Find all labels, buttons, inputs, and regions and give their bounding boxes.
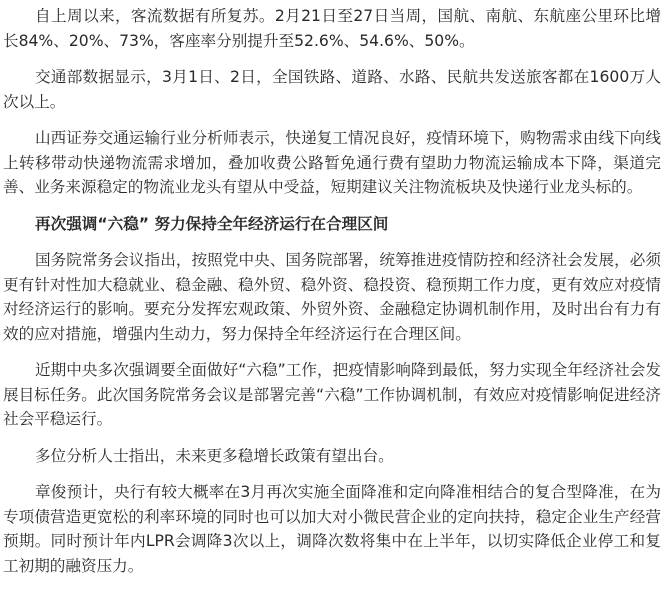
paragraph-passenger-flow: 自上周以来，客流数据有所复苏。2月21日至27日当周，国航、南航、东航座公里环比增长84%、20%、73%，客座率分别提升至52.6%、54.6%、50%。 — [3, 7, 661, 50]
section-heading: 再次强调“六稳” 努力保持全年经济运行在合理区间 — [35, 214, 389, 233]
paragraph-forecast: 章俊预计，央行有较大概率在3月再次实施全面降准和定向降准相结合的复合型降准，在为专项债营造更宽松的利率环境的同时也可以加大对小微民营企业的定向扶持，稳定企业生产经营预期。同时预计年内LPR会调降3次以上，调降次数将集中在上半年，以切实降低企业停工和复工初期的融资压力。 — [3, 483, 661, 575]
paragraph-state-council: 国务院常务会议指出，按照党中央、国务院部署，统筹推进疫情防控和经济社会发展，必须更有针对性加大稳就业、稳金融、稳外贸、稳外资、稳投资、稳预期工作力度，更有效应对疫情对经济运行的影响。要充分发挥宏观政策、外贸外资、金融稳定协调机制作用，及时出台有力有效的应对措施，增强内生动力，努力保持全年经济运行在合理区间。 — [3, 251, 661, 343]
paragraph-analysts: 多位分析人士指出，未来更多稳增长政策有望出台。 — [35, 446, 394, 465]
paragraph-six-stabilities: 近期中央多次强调要全面做好“六稳”工作，把疫情影响降到最低，努力实现全年经济社会发展目标任务。此次国务院常务会议是部署完善“六稳”工作协调机制，有效应对疫情影响促进经济社会平稳运行。 — [3, 361, 661, 428]
paragraph-analyst-logistics: 山西证券交通运输行业分析师表示，快递复工情况良好，疫情环境下，购物需求由线下向线上转移带动快递物流需求增加，叠加收费公路暂免通行费有望助力物流运输成本下降，渠道完善、业务来源稳定的物流业龙头有望从中受益，短期建议关注物流板块及快递行业龙头标的。 — [3, 129, 661, 196]
article-body — [3, 0, 661, 584]
paragraph-transport-data: 交通部数据显示，3月1日、2日，全国铁路、道路、水路、民航共发送旅客都在1600万人次以上。 — [3, 68, 661, 111]
